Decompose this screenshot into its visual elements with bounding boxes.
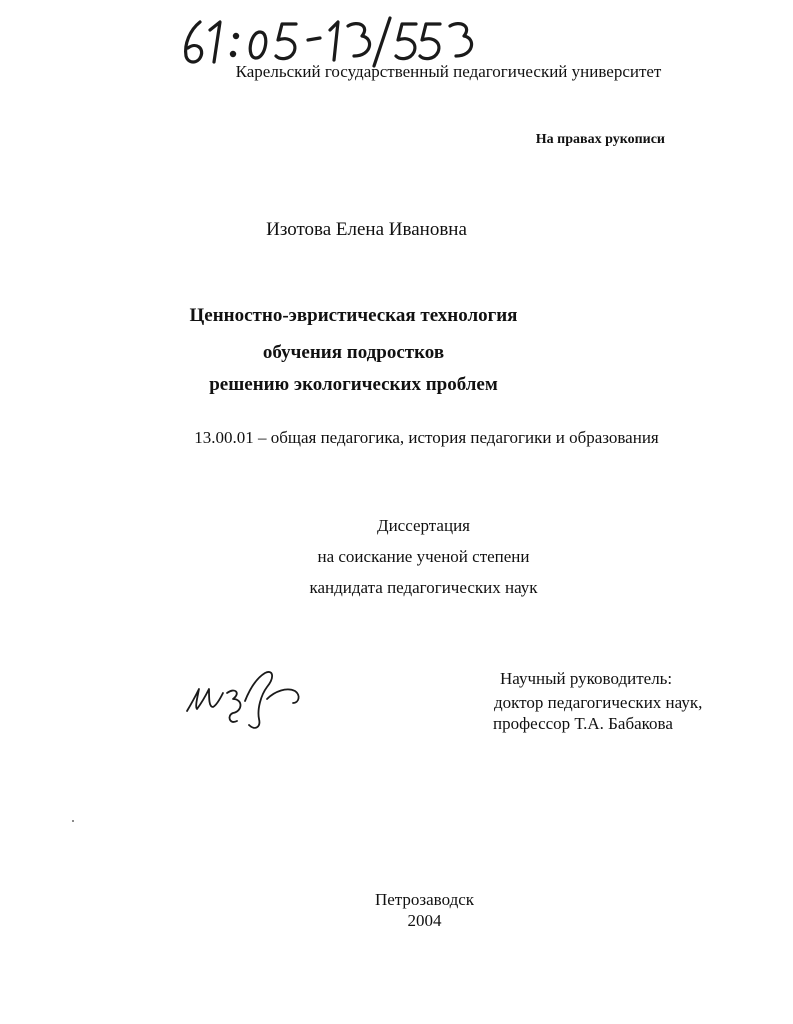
degree-purpose: на соискание ученой степени <box>317 547 530 566</box>
scan-speck <box>72 820 74 822</box>
manuscript-rights-note: На правах рукописи <box>535 132 665 147</box>
year: 2004 <box>407 911 442 930</box>
advisor-name: профессор Т.А. Бабакова <box>493 714 673 733</box>
archive-stamp <box>178 10 478 70</box>
advisor-degree: доктор педагогических наук, <box>494 693 703 712</box>
thesis-title-line-1: Ценностно-эвристическая технология <box>189 305 518 326</box>
thesis-title-line-2: обучения подростков <box>262 342 445 363</box>
dissertation-label: Диссертация <box>376 516 470 535</box>
author-name: Изотова Елена Ивановна <box>266 219 467 240</box>
specialty-code: 13.00.01 – общая педагогика, история педагогики и образования <box>194 428 659 447</box>
author-signature <box>183 665 318 747</box>
university-name: Карельский государственный педагогический университет <box>235 62 662 81</box>
thesis-title-line-3: решению экологических проблем <box>209 374 498 395</box>
city: Петрозаводск <box>374 890 475 909</box>
degree-name: кандидата педагогических наук <box>309 578 538 597</box>
advisor-label: Научный руководитель: <box>500 669 673 688</box>
